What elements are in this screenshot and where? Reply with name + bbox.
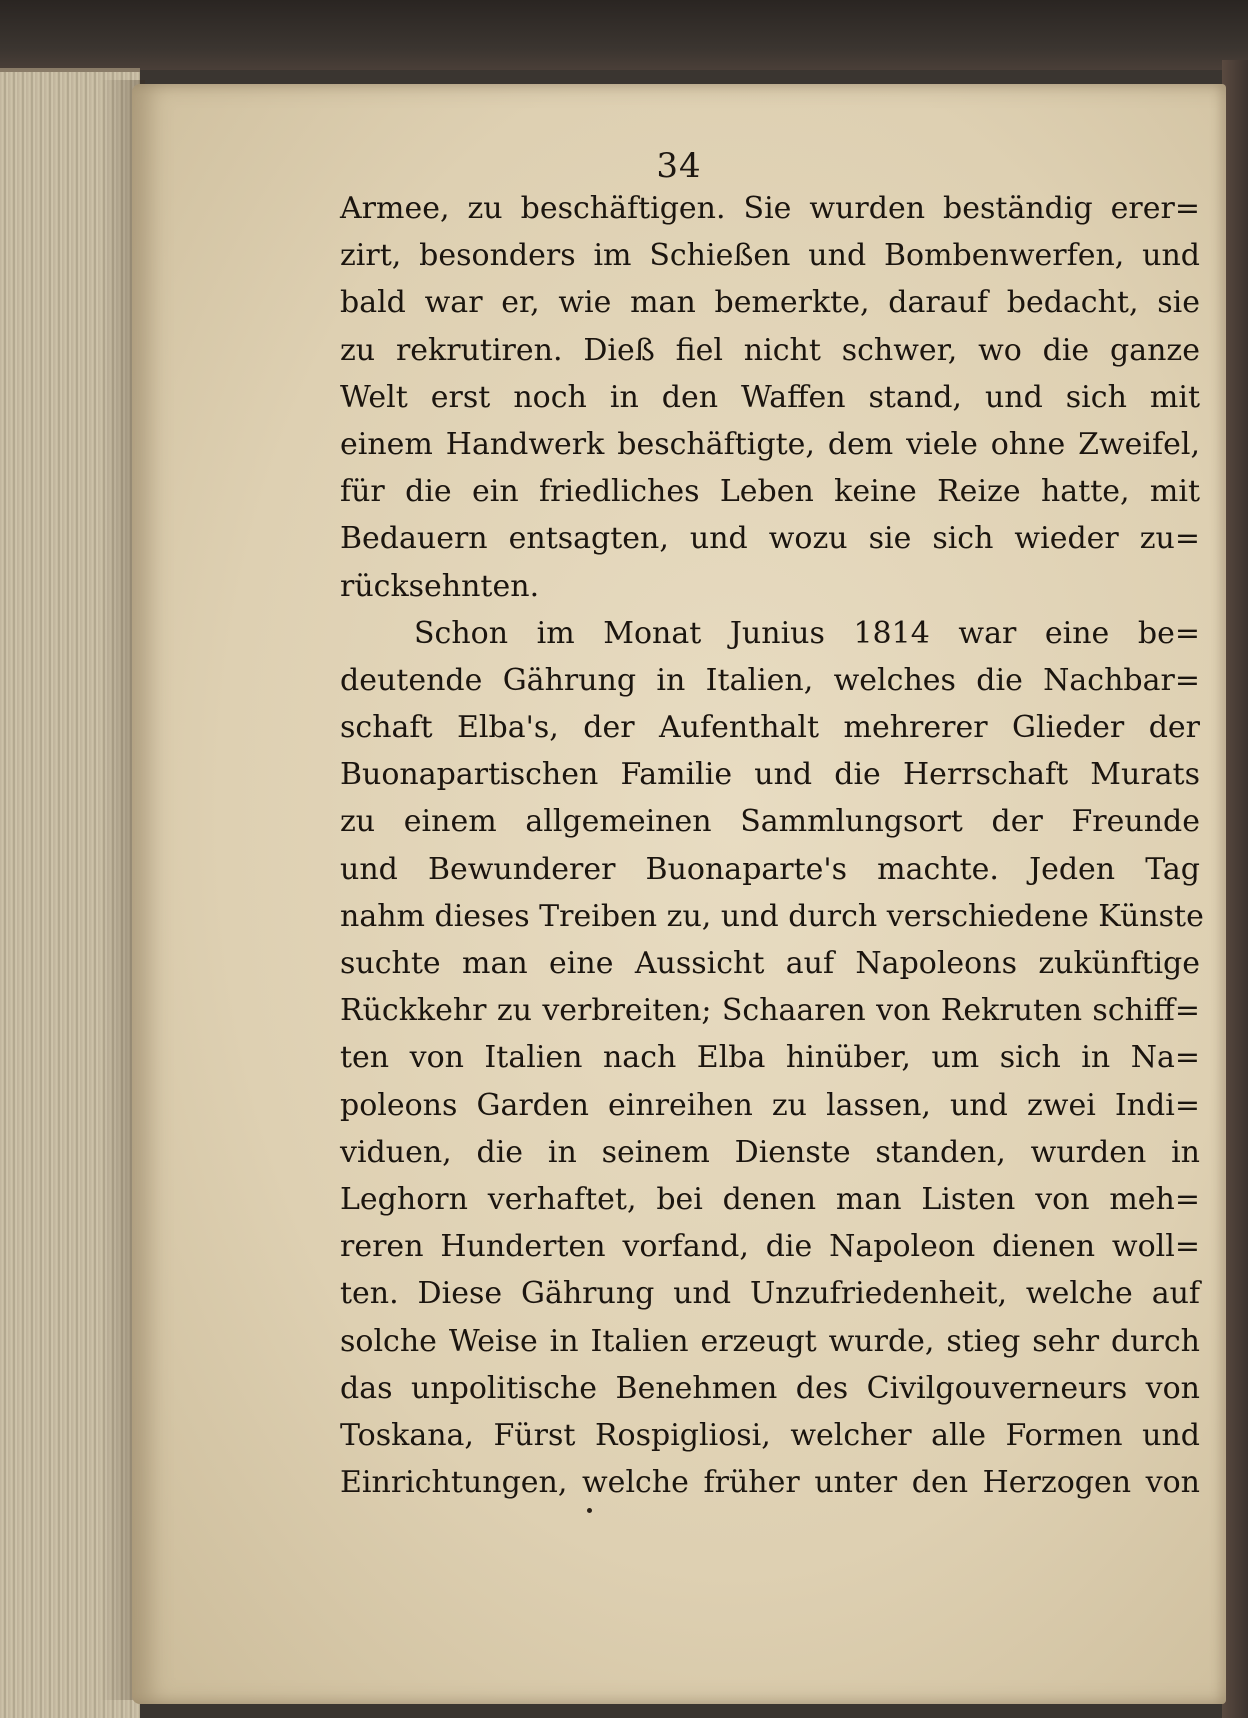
book-cover-top	[0, 0, 1248, 70]
text-line: nahm dieses Treiben zu, und durch verschiedene Künste	[340, 898, 1204, 934]
text-line: Toskana, Fürst Rospigliosi, welcher alle Formen und	[340, 1417, 1200, 1453]
text-line: zu einem allgemeinen Sammlungsort der Freunde	[340, 804, 1200, 840]
text-line: schaft Elba's, der Aufenthalt mehrerer Glieder der	[340, 710, 1200, 746]
paragraph-end-line: rücksehnten.	[340, 568, 540, 604]
text-line: Bedauern entsagten, und wozu sie sich wieder zu=	[340, 521, 1200, 557]
book-page	[132, 84, 1226, 1704]
text-line: Buonapartischen Familie und die Herrschaft Murats	[340, 757, 1200, 793]
paragraph-start-line: Schon im Monat Junius 1814 war eine be=	[414, 615, 1200, 651]
text-line: und Bewunderer Buonaparte's machte. Jeden Tag	[340, 851, 1200, 887]
body-text	[340, 185, 1204, 1506]
text-line: deutende Gährung in Italien, welches die Nachbar=	[340, 662, 1200, 698]
text-line: ten. Diese Gährung und Unzufriedenheit, welche auf	[340, 1276, 1200, 1312]
text-line: viduen, die in seinem Dienste standen, wurden in	[340, 1134, 1200, 1170]
page-number: 34	[656, 146, 702, 186]
text-line: zirt, besonders im Schießen und Bombenwerfen, und	[340, 238, 1200, 274]
text-line: solche Weise in Italien erzeugt wurde, stieg sehr durch	[340, 1323, 1200, 1359]
text-line: das unpolitische Benehmen des Civilgouverneurs von	[340, 1370, 1200, 1406]
text-line: für die ein friedliches Leben keine Reize hatte, mit	[340, 474, 1200, 510]
text-line: zu rekrutiren. Dieß fiel nicht schwer, wo die ganze	[340, 332, 1200, 368]
text-line: bald war er, wie man bemerkte, darauf bedacht, sie	[340, 285, 1200, 321]
text-line: poleons Garden einreihen zu lassen, und zwei Indi=	[340, 1087, 1200, 1123]
text-line: Welt erst noch in den Waffen stand, und sich mit	[340, 379, 1200, 415]
text-line: ten von Italien nach Elba hinüber, um sich in Na=	[340, 1040, 1200, 1076]
ink-dot	[587, 1508, 592, 1513]
text-line: Leghorn verhaftet, bei denen man Listen von meh=	[340, 1181, 1200, 1217]
text-line: reren Hunderten vorfand, die Napoleon dienen woll=	[340, 1229, 1200, 1265]
text-line: suchte man eine Aussicht auf Napoleons zukünftige	[340, 946, 1200, 981]
text-line: Einrichtungen, welche früher unter den Herzogen von	[340, 1465, 1200, 1501]
text-line: Rückkehr zu verbreiten; Schaaren von Rekruten schiff=	[340, 993, 1200, 1029]
text-line: einem Handwerk beschäftigte, dem viele ohne Zweifel,	[340, 426, 1200, 462]
text-line: Armee, zu beschäftigen. Sie wurden beständig erer=	[340, 191, 1200, 226]
